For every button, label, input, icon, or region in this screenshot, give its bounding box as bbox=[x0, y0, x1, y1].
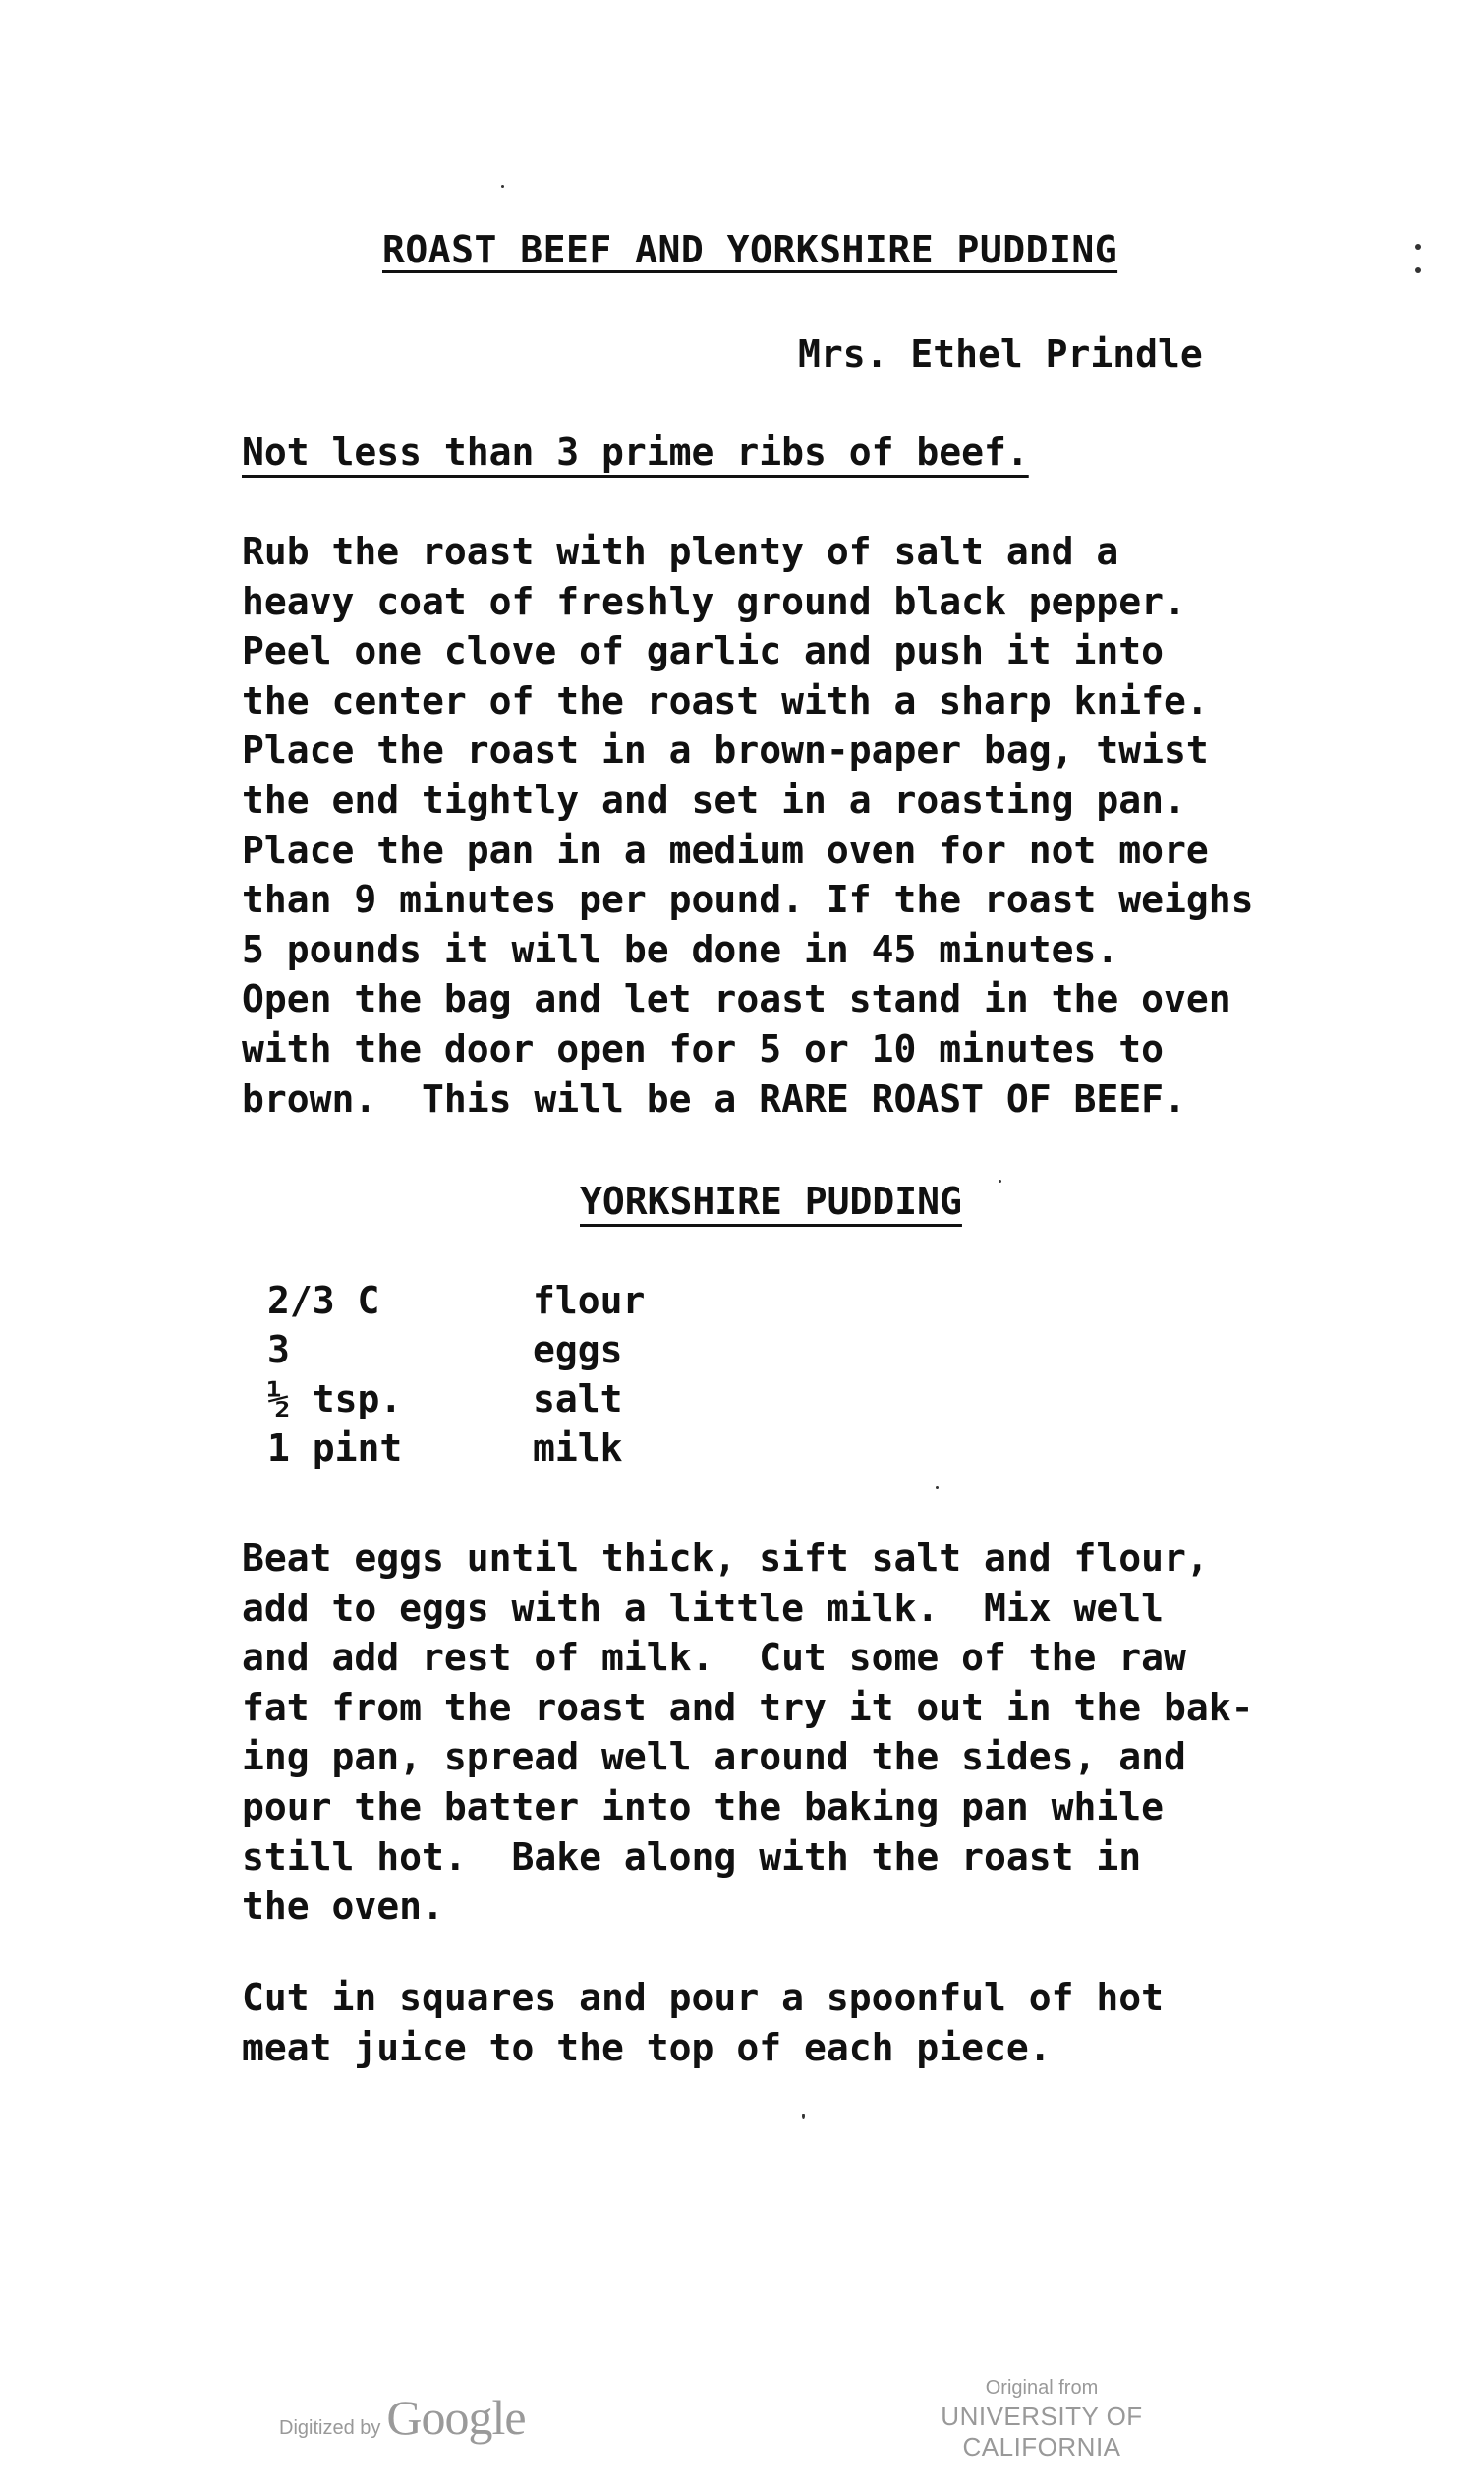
pudding-instructions: Beat eggs until thick, sift salt and flour, add to eggs with a little milk. Mix well and add rest of milk. Cut some of the raw fat from the roast and try it out in the bak- ing pan, spread well around the sides, and pour the batter into the baking pan while still hot. Bake along with the roast in the oven. bbox=[242, 1536, 1254, 1929]
ingredient-list bbox=[267, 1276, 645, 1473]
pudding-title: YORKSHIRE PUDDING bbox=[580, 1180, 962, 1223]
ingredient-row bbox=[267, 1325, 645, 1374]
recipe-title: ROAST BEEF AND YORKSHIRE PUDDING bbox=[382, 228, 1118, 271]
ingredient-row bbox=[267, 1374, 645, 1423]
ingredient-name: eggs bbox=[533, 1328, 623, 1371]
roast-instructions: Rub the roast with plenty of salt and a heavy coat of freshly ground black pepper. Peel one clove of garlic and push it into the center of the roast with a sharp knife. Place the roast in a brown-paper bag, twist the end tightly and set in a roasting pan. Place the pan in a medium oven for not more than 9 minutes per pound. If the roast weighs 5 pounds it will be done in 45 minutes. Open the bag and let roast stand in the oven with the door open for 5 or 10 minutes to brown. This will be a RARE ROAST OF BEEF. bbox=[242, 530, 1254, 1121]
original-from-label: Original from bbox=[985, 2377, 1099, 2399]
scan-speck bbox=[936, 1486, 939, 1489]
ingredient-quantity: 3 bbox=[267, 1328, 290, 1371]
original-source bbox=[865, 2377, 1219, 2462]
scan-speck bbox=[1415, 267, 1421, 273]
ingredient-row bbox=[267, 1423, 645, 1473]
recipe-author: Mrs. Ethel Prindle bbox=[798, 332, 1203, 376]
recipe-subheading: Not less than 3 prime ribs of beef. bbox=[242, 431, 1029, 474]
serving-note: Cut in squares and pour a spoonful of hot meat juice to the top of each piece. bbox=[242, 1976, 1164, 2069]
scan-speck bbox=[999, 1180, 1001, 1183]
digitized-by-google bbox=[279, 2389, 526, 2446]
scan-speck bbox=[501, 185, 504, 188]
ingredient-quantity: 1 pint bbox=[267, 1426, 403, 1470]
ingredient-name: milk bbox=[533, 1426, 623, 1470]
scan-speck bbox=[1415, 244, 1421, 250]
source-institution: UNIVERSITY OF CALIFORNIA bbox=[941, 2402, 1143, 2462]
digitized-label: Digitized by bbox=[279, 2417, 381, 2439]
scan-speck bbox=[802, 2114, 805, 2119]
ingredient-quantity: 2/3 C bbox=[267, 1279, 380, 1322]
ingredient-name: salt bbox=[533, 1377, 623, 1420]
ingredient-row bbox=[267, 1276, 645, 1325]
ingredient-name: flour bbox=[533, 1279, 646, 1322]
google-logo: Google bbox=[386, 2390, 526, 2445]
ingredient-quantity: ½ tsp. bbox=[267, 1377, 403, 1420]
